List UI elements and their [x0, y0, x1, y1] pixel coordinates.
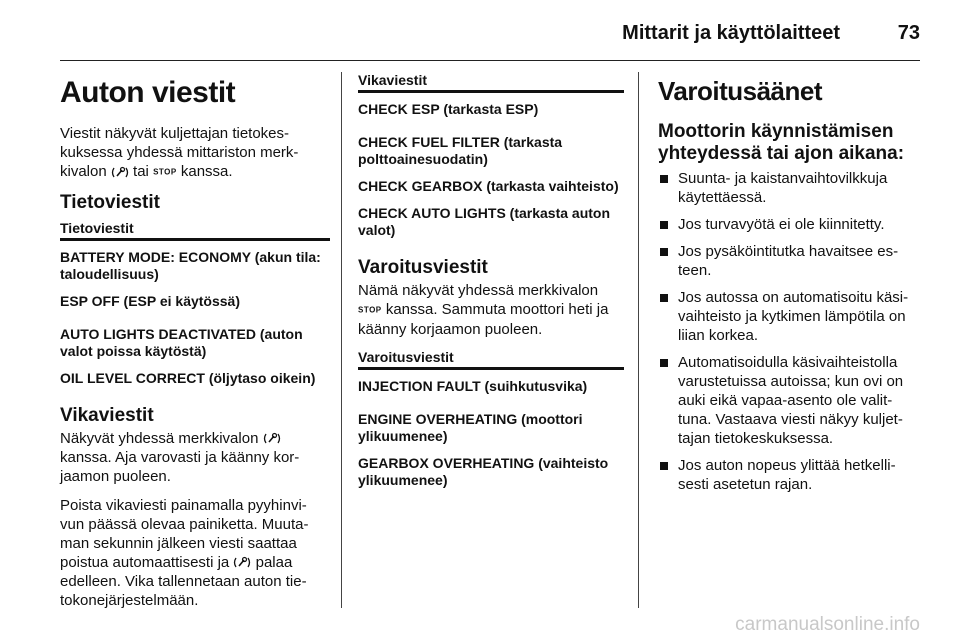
fault-entry: CHECK GEARBOX (tarkasta vaihteisto) [358, 178, 619, 194]
list-item: Automatisoidulla käsivaihteistolla varustetuissa autoissa; kun ovi on auki eikä vapaa-asento ole valit-tuna. Vastaava viesti näkyy kuljet-tajan tietokeskuksessa. [658, 353, 924, 448]
warning-paragraph: Nämä näkyvät yhdessä merkkivalon STOP kanssa. Sammuta moottori heti ja käänny korjaamon puoleen. [358, 282, 609, 338]
list-item: Suunta- ja kaistanvaihtovilkkuja käytettäessä. [658, 169, 924, 207]
info-table-header: Tietoviestit [60, 220, 330, 241]
page-heading: Auton viestit [60, 76, 236, 109]
warning-sounds-subheading: Moottorin käynnistämisen yhteydessä tai ajon aikana: [658, 121, 905, 164]
info-heading: Tietoviestit [60, 191, 160, 213]
bullet-icon [660, 462, 668, 470]
info-entry: OIL LEVEL CORRECT (öljytaso oikein) [60, 369, 316, 386]
fault-heading: Vikaviestit [60, 404, 154, 426]
fault-entry: CHECK ESP (tarkasta ESP) [358, 101, 539, 117]
fault-entry: CHECK FUEL FILTER (tarkasta polttoainesuodatin) [358, 134, 563, 167]
fault-paragraph: Näkyvät yhdessä merkkivalon kanssa. Aja varovasti ja käänny kor-jaamon puoleen. [60, 429, 300, 485]
warning-entry: GEARBOX OVERHEATING (vaihteisto ylikuumenee) [358, 454, 609, 488]
fault-table-header: Vikaviestit [358, 72, 624, 93]
column-right [658, 72, 924, 502]
info-entry: AUTO LIGHTS DEACTIVATED (auton valot poissa käytöstä) [60, 325, 303, 359]
warning-sounds-list [658, 169, 924, 494]
list-item: Jos autossa on automatisoitu käsi-vaihteisto ja kytkimen lämpötila on liian korkea. [658, 288, 924, 345]
warning-heading: Varoitusviestit [358, 257, 488, 278]
bullet-icon [660, 221, 668, 229]
list-item: Jos pysäköintitutka havaitsee es-teen. [658, 242, 924, 280]
column-divider [638, 72, 639, 608]
intro-paragraph: Viestit näkyvät kuljettajan tietokes-kuksessa yhdessä mittariston merk-kivalon tai STOP kanssa. [60, 125, 299, 180]
bullet-icon [660, 294, 668, 302]
page-number: 73 [897, 22, 920, 44]
header-rule [60, 60, 920, 61]
page-header [0, 0, 960, 60]
list-item: Jos turvavyötä ei ole kiinnitetty. [658, 215, 924, 234]
fault-entry: CHECK AUTO LIGHTS (tarkasta auton valot) [358, 205, 611, 238]
column-middle [358, 72, 624, 499]
stop-icon: STOP [153, 167, 177, 177]
bullet-icon [660, 248, 668, 256]
watermark: carmanualsonline.info [735, 614, 920, 635]
info-entry: BATTERY MODE: ECONOMY (akun tila: taloudellisuus) [60, 248, 321, 282]
wrench-warning-icon [263, 432, 281, 445]
bullet-icon [660, 359, 668, 367]
bullet-icon [660, 175, 668, 183]
list-item: Jos auton nopeus ylittää hetkelli-sesti asetetun rajan. [658, 456, 924, 494]
stop-icon: STOP [358, 305, 382, 315]
section-title: Mittarit ja käyttölaitteet [622, 22, 840, 44]
warning-sounds-heading: Varoitusäänet [658, 76, 823, 106]
column-left [60, 72, 330, 620]
wrench-warning-icon [111, 166, 129, 179]
wrench-warning-icon [233, 556, 251, 569]
warning-table-header: Varoitusviestit [358, 349, 624, 370]
warning-entry: INJECTION FAULT (suihkutusvika) [358, 377, 588, 394]
warning-entry: ENGINE OVERHEATING (moottori ylikuumenee) [358, 410, 583, 444]
fault-clear-paragraph: Poista vikaviesti painamalla pyyhinvi-vun päässä olevaa painiketta. Muuta-man sekunnin jälkeen viesti saattaa poistua automaattisesti ja palaa edelleen. Vika tallennetaan auton tie-tokonejärjestelmään. [60, 496, 309, 609]
info-entry: ESP OFF (ESP ei käytössä) [60, 292, 241, 309]
column-divider [341, 72, 342, 608]
